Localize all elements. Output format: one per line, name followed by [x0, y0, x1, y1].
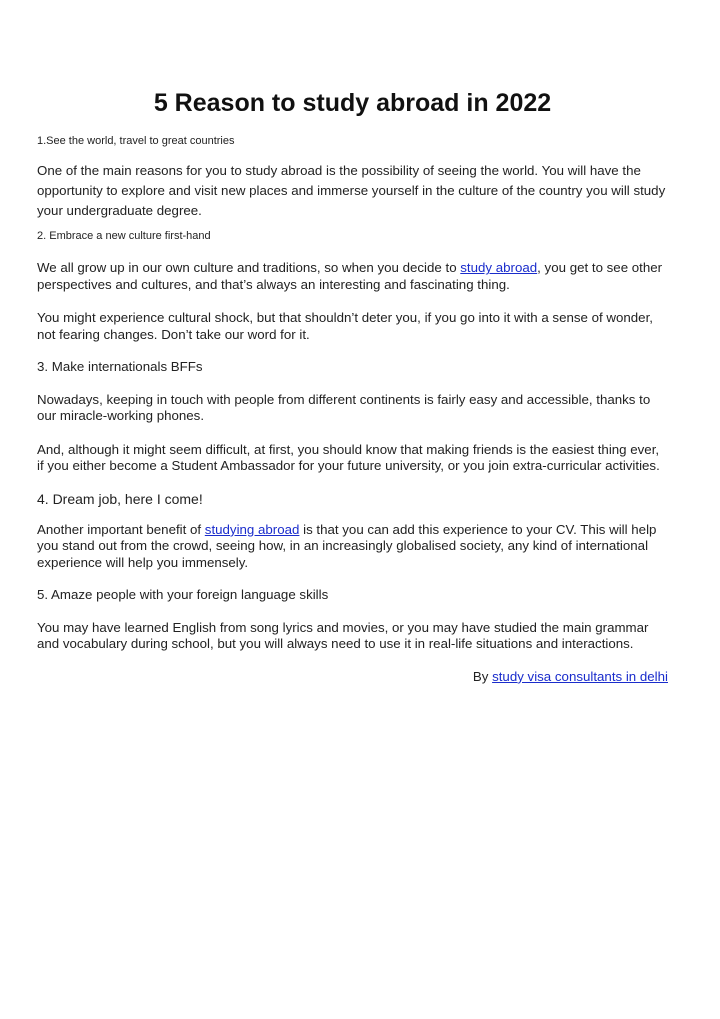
- section-paragraph-embrace-culture-2: You might experience cultural shock, but that shouldn’t deter you, if you go into it with a sense of wonder, not fearing changes. Don’t take our word for it.: [37, 310, 653, 342]
- section-paragraph-foreign-language: You may have learned English from song lyrics and movies, or you may have studied the main grammar and vocabulary during school, but you will always need to use it in real-life situations and interactions.: [37, 619, 649, 652]
- studying-abroad-link[interactable]: studying abroad: [204, 521, 300, 537]
- section-heading-embrace-culture: 2. Embrace a new culture first-hand: [37, 230, 211, 243]
- section-paragraph-internationals-2: And, although it might seem difficult, at first, you should know that making friends is the easiest thing ever, if you either become a Student Ambassador for your future university, or you join extra-curricular activities.: [37, 441, 660, 474]
- paragraph-text: We all grow up in our own culture and traditions, so when you decide to: [37, 260, 461, 276]
- study-abroad-link[interactable]: study abroad: [460, 260, 538, 276]
- byline-prefix: By: [472, 668, 493, 684]
- section-heading-internationals-bffs: 3. Make internationals BFFs: [37, 359, 203, 375]
- study-visa-consultants-link[interactable]: study visa consultants in delhi: [492, 668, 668, 684]
- section-heading-foreign-language: 5. Amaze people with your foreign language skills: [37, 587, 329, 603]
- section-paragraph-internationals-1: Nowadays, keeping in touch with people from different continents is fairly easy and accessible, thanks to our miracle-working phones.: [37, 391, 651, 424]
- section-heading-see-the-world: 1.See the world, travel to great countries: [37, 135, 235, 147]
- paragraph-text: Another important benefit of: [37, 521, 205, 537]
- paragraph-text: , you get to see other perspectives and cultures, and that’s always an interesting and fascinating thing.: [37, 260, 663, 292]
- section-paragraph-dream-job: [37, 522, 668, 572]
- document-title: 5 Reason to study abroad in 2022: [153, 89, 552, 117]
- byline: [37, 669, 668, 686]
- document-page: [0, 88, 720, 1019]
- paragraph-text: is that you can add this experience to your CV. This will help you stand out from the crowd, seeing how, in an increasingly globalised society, any kind of international experience will help you immensely.: [37, 521, 657, 570]
- section-heading-dream-job: 4. Dream job, here I come!: [37, 490, 203, 507]
- section-paragraph-see-the-world: One of the main reasons for you to study abroad is the possibility of seeing the world. You will have the opportunity to explore and visit new places and immerse yourself in the culture of the country you will study your undergraduate degree.: [37, 163, 666, 219]
- section-paragraph-embrace-culture-1: [37, 260, 668, 293]
